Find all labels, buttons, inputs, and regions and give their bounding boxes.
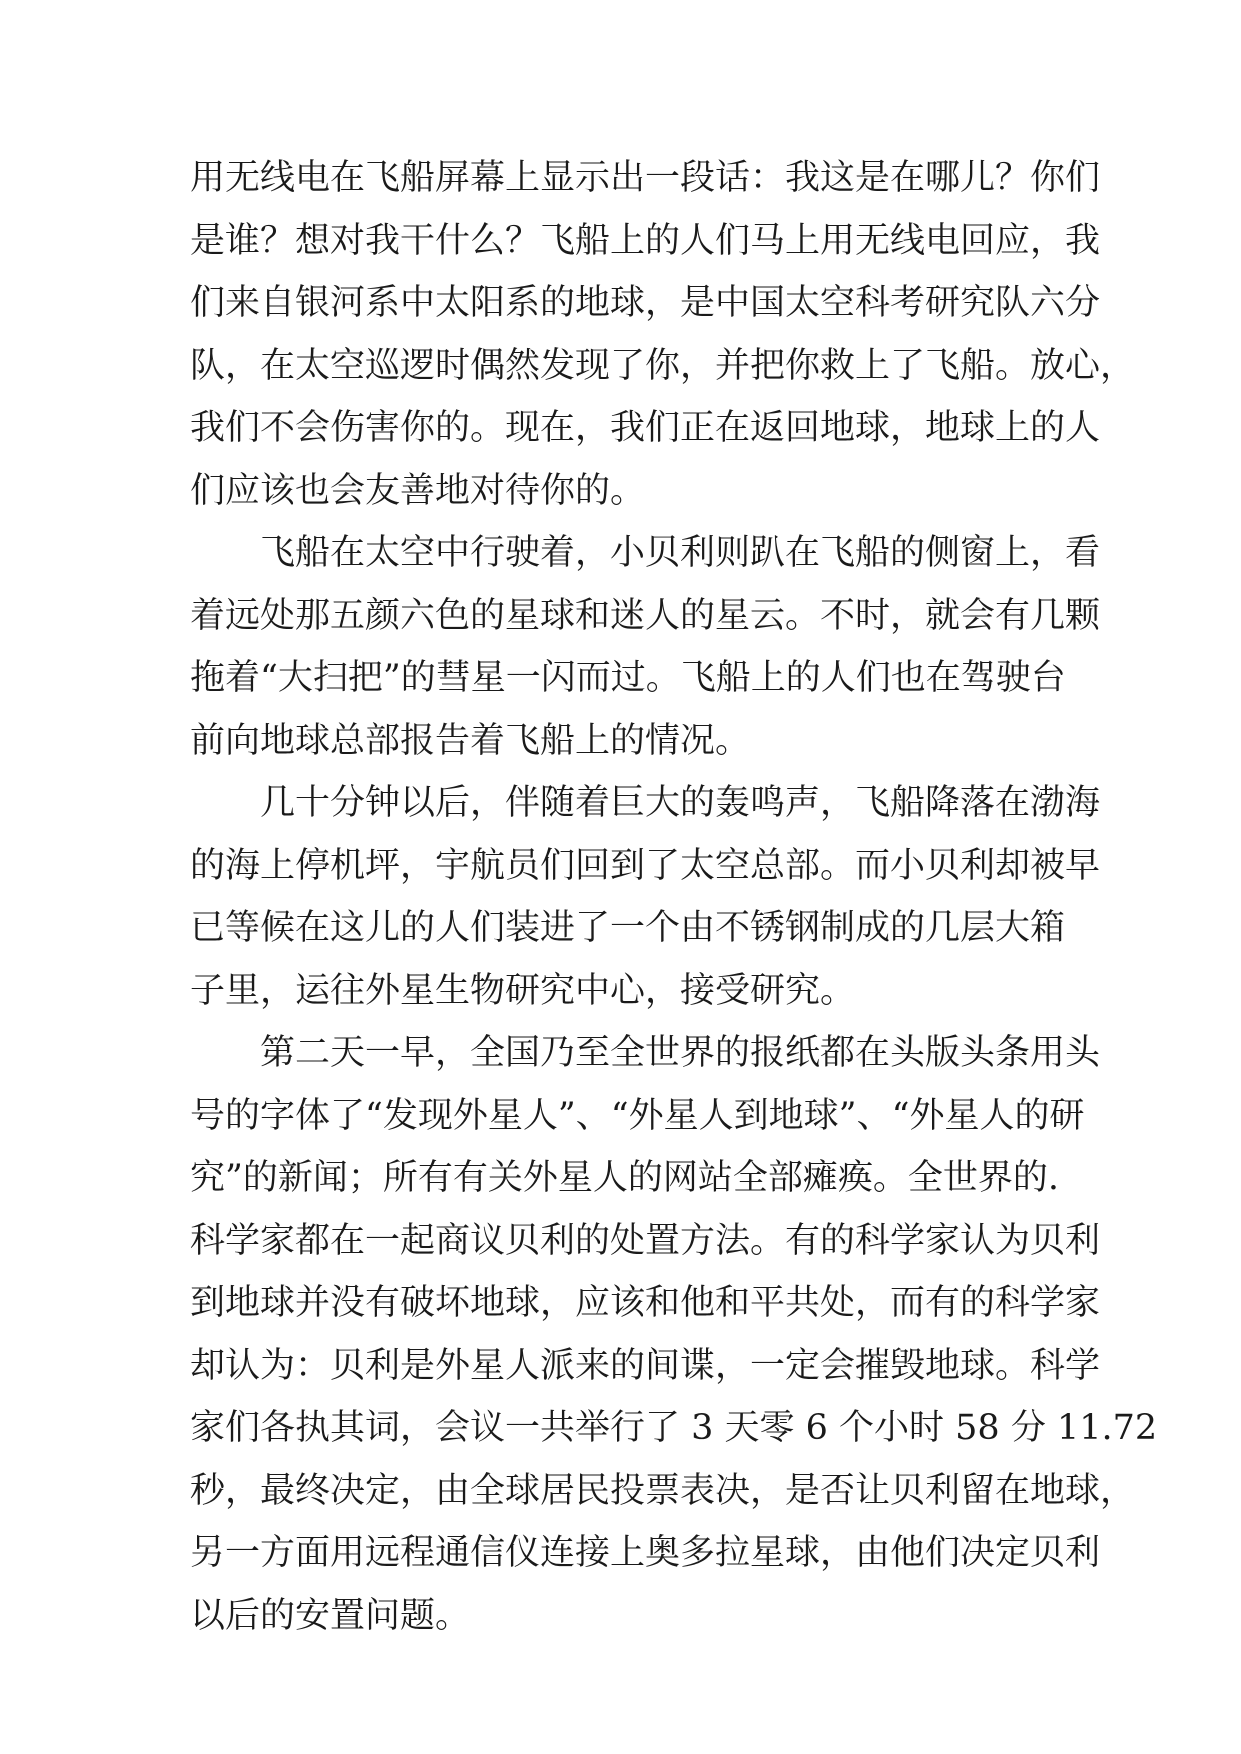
text-line: 却认为：贝利是外星人派来的间谍，一定会摧毁地球。科学 bbox=[190, 1345, 1101, 1386]
text-line: 的海上停机坪，宇航员们回到了太空总部。而小贝利却被早 bbox=[190, 845, 1101, 886]
text-line: 几十分钟以后，伴随着巨大的轰鸣声，飞船降落在渤海 bbox=[260, 783, 1101, 823]
text-line: 第二天一早，全国乃至全世界的报纸都在头版头条用头 bbox=[260, 1033, 1101, 1073]
text-line: 子里，运往外星生物研究中心，接受研究。 bbox=[190, 970, 856, 1011]
text-line: 秒，最终决定，由全球居民投票表决，是否让贝利留在地球， bbox=[190, 1470, 1136, 1511]
text-line: 究”的新闻；所有有关外星人的网站全部瘫痪。全世界的. bbox=[190, 1158, 1060, 1198]
text-line: 拖着“大扫把”的彗星一闪而过。飞船上的人们也在驾驶台 bbox=[190, 658, 1066, 698]
text-line: 着远处那五颜六色的星球和迷人的星云。不时，就会有几颗 bbox=[190, 595, 1101, 636]
text-line: 飞船在太空中行驶着，小贝利则趴在飞船的侧窗上，看 bbox=[260, 533, 1101, 573]
text-line: 们应该也会友善地对待你的。 bbox=[190, 470, 646, 511]
text-line: 队，在太空巡逻时偶然发现了你，并把你救上了飞船。放心， bbox=[190, 345, 1136, 386]
text-line: 科学家都在一起商议贝利的处置方法。有的科学家认为贝利 bbox=[190, 1220, 1101, 1261]
text-line: 用无线电在飞船屏幕上显示出一段话：我这是在哪儿？你们 bbox=[190, 158, 1101, 198]
text-line: 号的字体了“发现外星人”、“外星人到地球”、“外星人的研 bbox=[190, 1095, 1085, 1136]
text-line: 们来自银河系中太阳系的地球，是中国太空科考研究队六分 bbox=[190, 283, 1101, 323]
text-line: 已等候在这儿的人们装进了一个由不锈钢制成的几层大箱 bbox=[190, 908, 1066, 948]
text-line: 家们各执其词，会议一共举行了 3 天零 6 个小时 58 分 11.72 bbox=[190, 1408, 1158, 1448]
text-line: 到地球并没有破坏地球，应该和他和平共处，而有的科学家 bbox=[190, 1283, 1101, 1323]
text-line: 另一方面用远程通信仪连接上奥多拉星球，由他们决定贝利 bbox=[190, 1533, 1101, 1573]
text-line: 我们不会伤害你的。现在，我们正在返回地球，地球上的人 bbox=[190, 408, 1101, 448]
body-text bbox=[190, 147, 1158, 1647]
text-line: 前向地球总部报告着飞船上的情况。 bbox=[190, 720, 751, 761]
text-line: 以后的安置问题。 bbox=[190, 1595, 471, 1636]
text-line: 是谁？想对我干什么？飞船上的人们马上用无线电回应，我 bbox=[190, 220, 1101, 261]
